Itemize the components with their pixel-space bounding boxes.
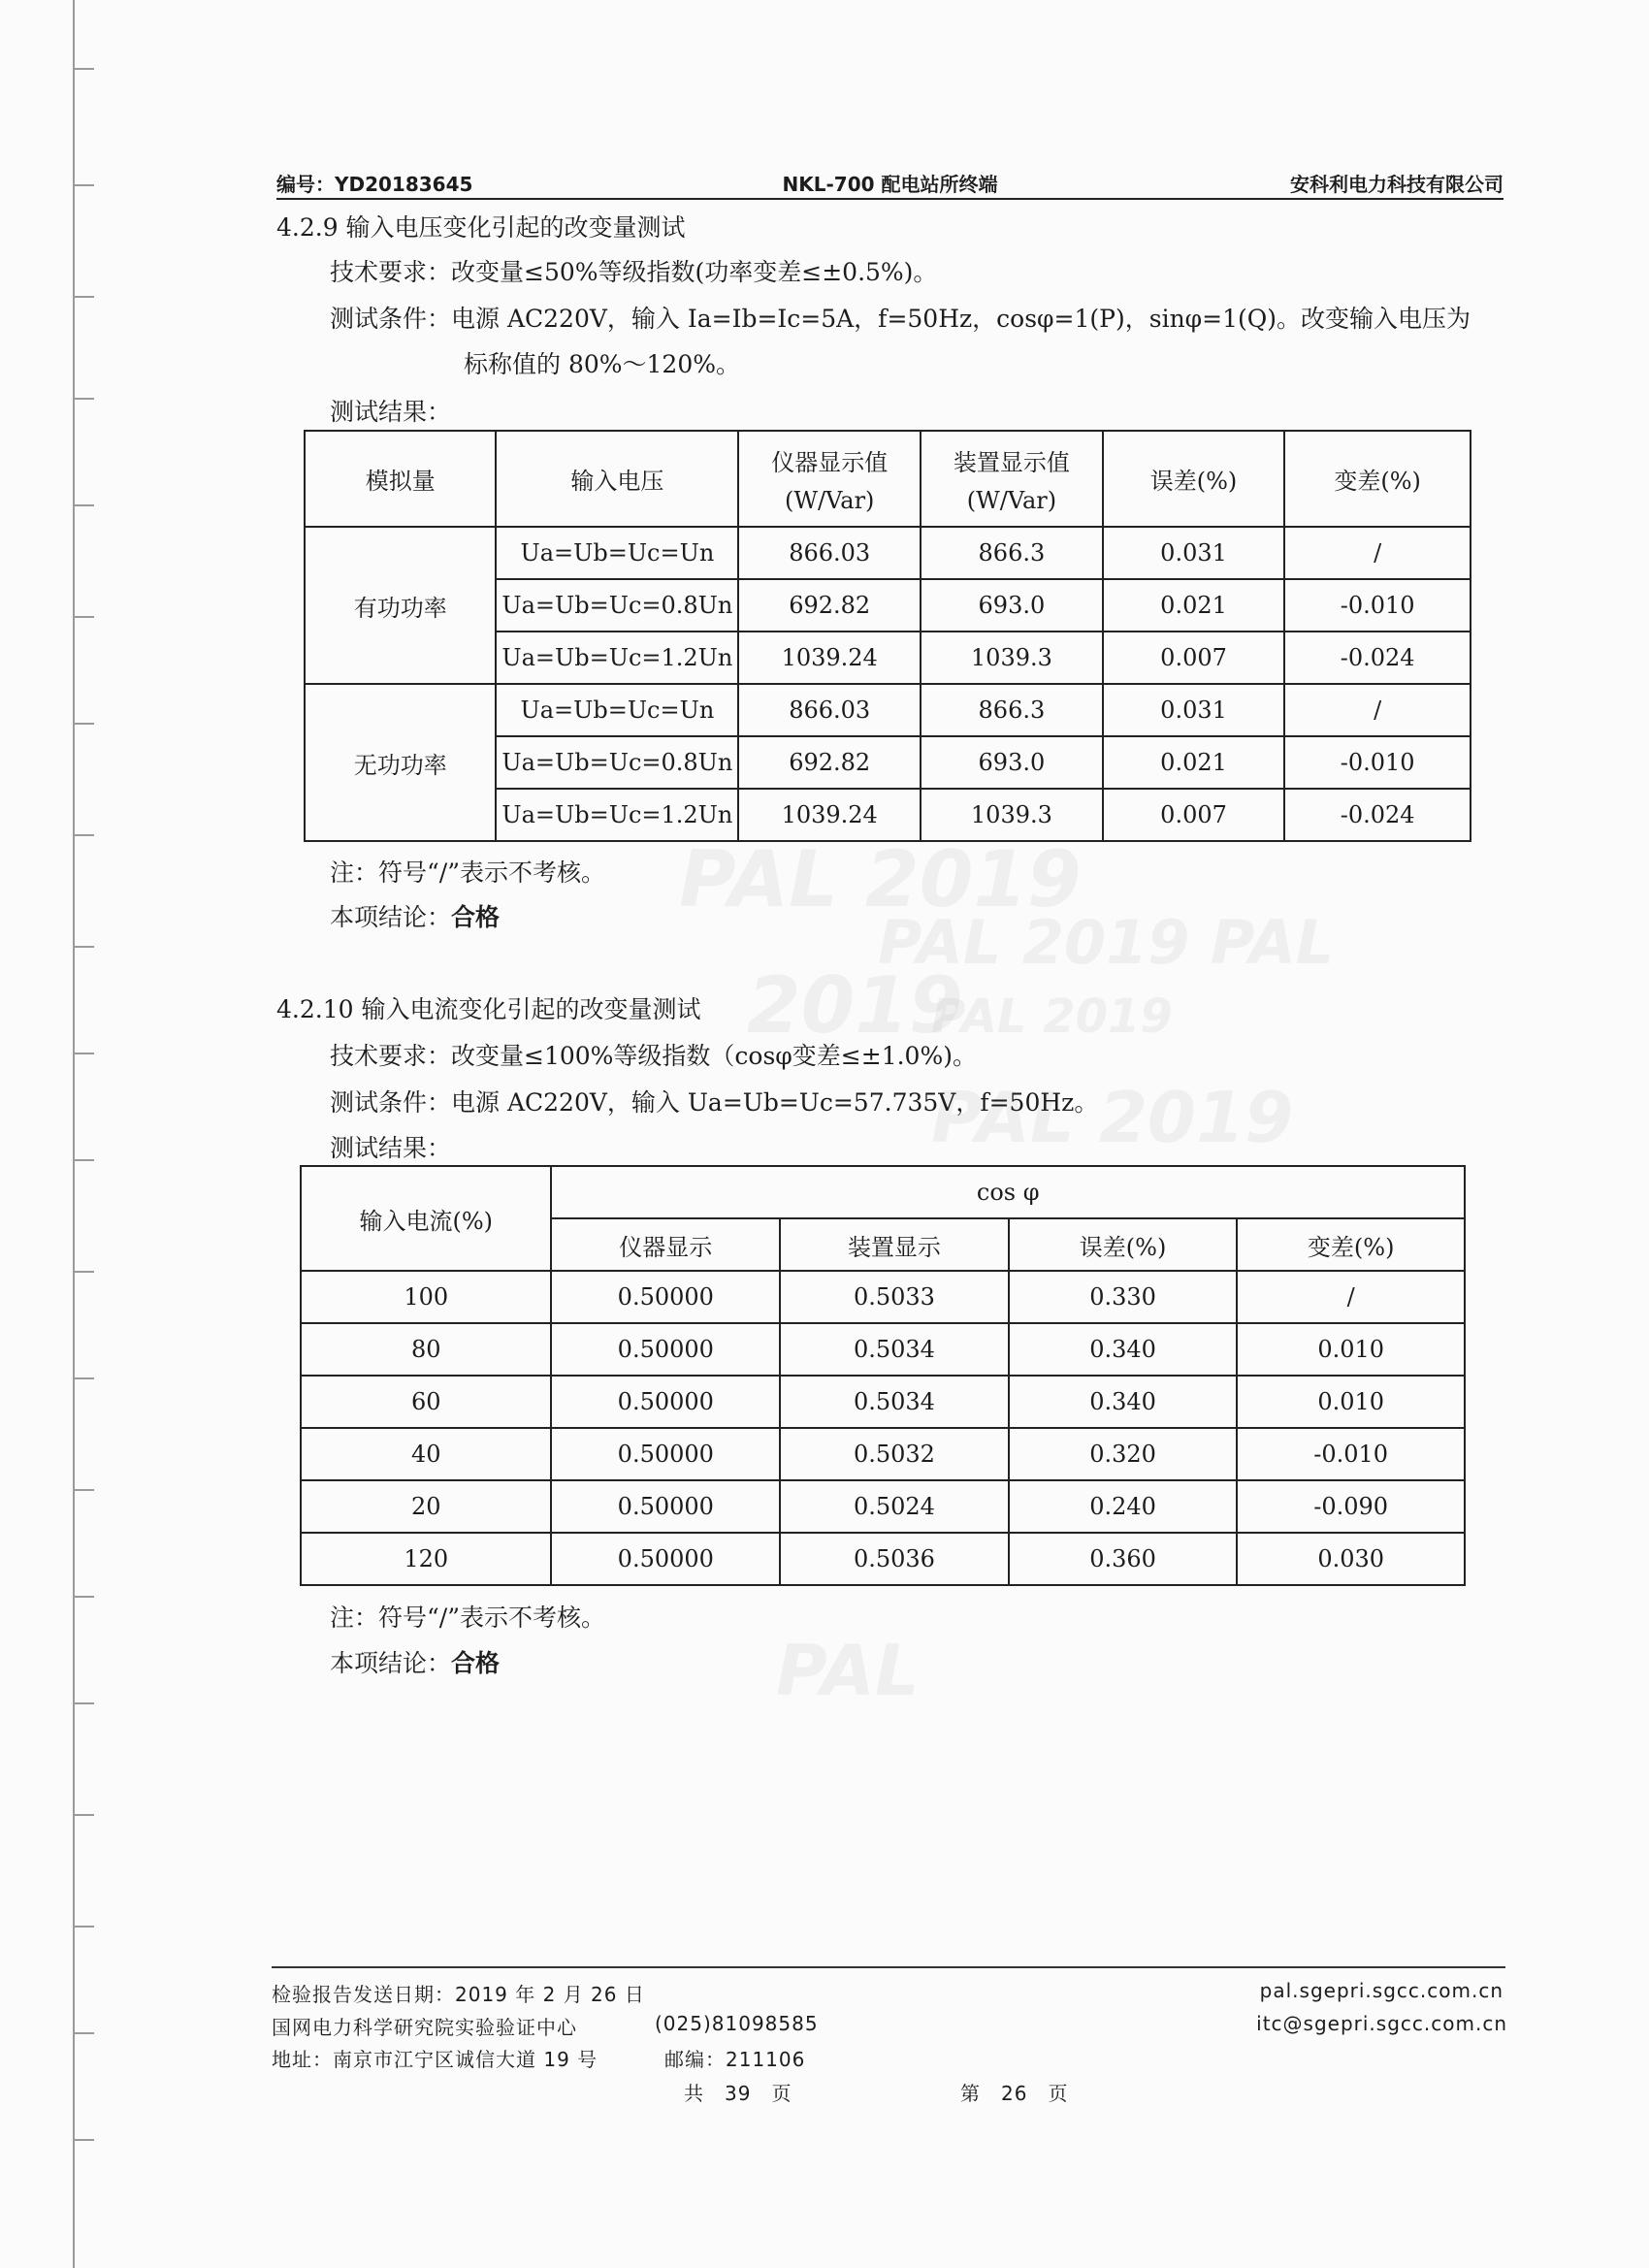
group-label: 无功功率 — [305, 684, 496, 841]
group-label: 有功功率 — [305, 527, 496, 684]
footer-divider — [272, 1966, 1505, 1968]
col-header: 仪器显示值 (W/Var) — [738, 431, 921, 527]
conclusion — [330, 1651, 500, 1675]
report-date: 检验报告发送日期：2019 年 2 月 26 日 — [272, 1983, 645, 2006]
table-cell: -0.010 — [1237, 1428, 1465, 1480]
table-cell: 866.3 — [921, 684, 1103, 736]
conclusion — [330, 905, 500, 929]
col-header: 变差(%) — [1284, 431, 1471, 527]
voltage-variation-table — [304, 430, 1471, 842]
col-header: 误差(%) — [1009, 1218, 1238, 1271]
table-cell: -0.090 — [1237, 1480, 1465, 1533]
postcode: 邮编：211106 — [664, 2048, 806, 2071]
test-condition: 测试条件：电源 AC220V，输入 Ia=Ib=Ic=5A，f=50Hz，cosφ=1(P)，sinφ=1(Q)。改变输入电压为 — [330, 305, 1471, 333]
page-total: 共 39 页 — [684, 2082, 792, 2105]
page-header — [276, 165, 1504, 200]
table-cell: Ua=Ub=Uc=Un — [496, 527, 738, 579]
table-cell: 0.007 — [1103, 632, 1285, 684]
table-cell: 0.50000 — [551, 1376, 780, 1428]
table-cell: 693.0 — [921, 579, 1103, 632]
table-cell: 866.03 — [738, 684, 921, 736]
table-cell: 60 — [301, 1376, 551, 1428]
watermark-text: PAL 2019 PAL — [878, 907, 1335, 978]
table-cell: 0.360 — [1009, 1533, 1238, 1585]
table-row — [301, 1428, 1465, 1480]
table-cell: -0.024 — [1284, 632, 1471, 684]
table-cell: 80 — [301, 1323, 551, 1376]
table-cell: 0.50000 — [551, 1480, 780, 1533]
table-cell: 0.330 — [1009, 1271, 1238, 1323]
col-header: 装置显示 — [780, 1218, 1009, 1271]
test-condition: 测试条件：电源 AC220V，输入 Ua=Ub=Uc=57.735V，f=50Hz。 — [330, 1088, 1099, 1117]
company-name: 安科利电力科技有限公司 — [1290, 173, 1504, 196]
section-title: 4.2.9 输入电压变化引起的改变量测试 — [276, 213, 686, 242]
current-variation-table — [300, 1165, 1466, 1586]
col-header: 模拟量 — [305, 431, 496, 527]
table-row — [301, 1271, 1465, 1323]
table-row — [301, 1533, 1465, 1585]
table-cell: 0.50000 — [551, 1323, 780, 1376]
table-cell: Ua=Ub=Uc=0.8Un — [496, 736, 738, 789]
table-cell: 0.50000 — [551, 1428, 780, 1480]
col-header: 仪器显示 — [551, 1218, 780, 1271]
table-row — [301, 1323, 1465, 1376]
table-cell: 692.82 — [738, 579, 921, 632]
col-header: 输入电压 — [496, 431, 738, 527]
col-header: 装置显示值 (W/Var) — [921, 431, 1103, 527]
table-cell: Ua=Ub=Uc=1.2Un — [496, 789, 738, 841]
table-row — [301, 1376, 1465, 1428]
table-cell: / — [1284, 527, 1471, 579]
table-cell: 0.320 — [1009, 1428, 1238, 1480]
table-cell: 0.010 — [1237, 1323, 1465, 1376]
table-cell: 0.021 — [1103, 736, 1285, 789]
watermark-text: PAL 2019 — [679, 834, 1082, 924]
table-cell: 0.007 — [1103, 789, 1285, 841]
table-cell: 1039.24 — [738, 632, 921, 684]
table-cell: 0.5024 — [780, 1480, 1009, 1533]
table-cell: 692.82 — [738, 736, 921, 789]
table-header-row — [301, 1166, 1465, 1218]
tech-requirement: 技术要求：改变量≤100%等级指数（cosφ变差≤±1.0%)。 — [330, 1042, 977, 1070]
note: 注：符号“/”表示不考核。 — [330, 1604, 605, 1632]
col-header: 输入电流(%) — [301, 1166, 551, 1271]
table-cell: -0.024 — [1284, 789, 1471, 841]
conclusion-value: 合格 — [451, 1649, 501, 1677]
table-cell: 866.03 — [738, 527, 921, 579]
table-cell: Ua=Ub=Uc=0.8Un — [496, 579, 738, 632]
table-cell: 0.010 — [1237, 1376, 1465, 1428]
org-phone: (025)81098585 — [655, 2012, 819, 2035]
table-cell: 1039.3 — [921, 632, 1103, 684]
watermark-text: PAL — [776, 1630, 920, 1711]
table-cell: 0.50000 — [551, 1271, 780, 1323]
org-name: 国网电力科学研究院实验验证中心 — [272, 2016, 577, 2039]
note: 注：符号“/”表示不考核。 — [330, 859, 605, 887]
table-cell: 0.031 — [1103, 684, 1285, 736]
table-cell: 693.0 — [921, 736, 1103, 789]
product-name: NKL-700 配电站所终端 — [782, 173, 998, 196]
table-row — [301, 1480, 1465, 1533]
result-label: 测试结果： — [330, 1134, 452, 1162]
col-header: cos φ — [551, 1166, 1465, 1218]
test-condition-cont: 标称值的 80%～120%。 — [464, 350, 740, 378]
table-cell: Ua=Ub=Uc=Un — [496, 684, 738, 736]
table-cell: 0.340 — [1009, 1323, 1238, 1376]
page-number: 第 26 页 — [960, 2082, 1069, 2105]
section-title: 4.2.10 输入电流变化引起的改变量测试 — [276, 995, 701, 1023]
table-cell: 1039.24 — [738, 789, 921, 841]
table-cell: 0.240 — [1009, 1480, 1238, 1533]
table-cell: 866.3 — [921, 527, 1103, 579]
table-cell: 100 — [301, 1271, 551, 1323]
table-cell: -0.010 — [1284, 736, 1471, 789]
table-row — [305, 527, 1471, 579]
table-cell: 0.5034 — [780, 1323, 1009, 1376]
conclusion-label: 本项结论： — [330, 903, 452, 931]
table-cell: 120 — [301, 1533, 551, 1585]
table-cell: -0.010 — [1284, 579, 1471, 632]
table-cell: / — [1284, 684, 1471, 736]
table-cell: 0.5036 — [780, 1533, 1009, 1585]
watermark-text: PAL 2019 — [931, 989, 1173, 1044]
table-cell: 0.031 — [1103, 527, 1285, 579]
table-cell: Ua=Ub=Uc=1.2Un — [496, 632, 738, 684]
watermark-text: 2019 — [747, 960, 963, 1051]
table-cell: 0.021 — [1103, 579, 1285, 632]
table-cell: 40 — [301, 1428, 551, 1480]
org-address: 地址：南京市江宁区诚信大道 19 号 — [272, 2048, 598, 2071]
table-cell: 1039.3 — [921, 789, 1103, 841]
table-cell: 0.340 — [1009, 1376, 1238, 1428]
conclusion-label: 本项结论： — [330, 1649, 452, 1677]
tech-requirement: 技术要求：改变量≤50%等级指数(功率变差≤±0.5%)。 — [330, 258, 938, 286]
col-header: 误差(%) — [1103, 431, 1285, 527]
col-header: 变差(%) — [1237, 1218, 1465, 1271]
website: pal.sgepri.sgcc.com.cn — [1259, 1979, 1504, 2002]
table-header-row — [305, 431, 1471, 527]
table-cell: 20 — [301, 1480, 551, 1533]
watermark-text: PAL 2019 — [931, 1077, 1294, 1158]
table-cell: 0.030 — [1237, 1533, 1465, 1585]
result-label: 测试结果： — [330, 398, 452, 426]
conclusion-value: 合格 — [451, 903, 501, 931]
report-number: 编号：YD20183645 — [276, 173, 473, 196]
table-cell: 0.50000 — [551, 1533, 780, 1585]
table-cell: 0.5034 — [780, 1376, 1009, 1428]
table-cell: 0.5032 — [780, 1428, 1009, 1480]
table-cell: / — [1237, 1271, 1465, 1323]
table-row — [305, 684, 1471, 736]
table-cell: 0.5033 — [780, 1271, 1009, 1323]
email: itc@sgepri.sgcc.com.cn — [1256, 2012, 1507, 2035]
